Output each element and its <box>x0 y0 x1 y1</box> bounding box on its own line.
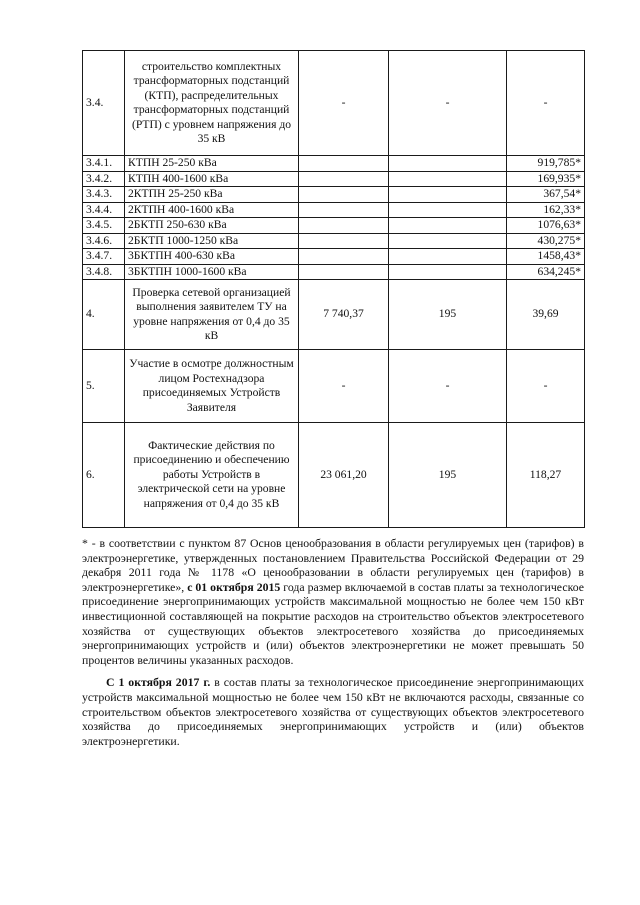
tariff-table <box>82 50 585 528</box>
row-name: 3БКТПН 400-630 кВа <box>125 249 299 265</box>
row-value-a <box>299 249 389 265</box>
row-value-b: 195 <box>389 423 507 528</box>
row-value-c: 39,69 <box>507 280 585 350</box>
row-number: 3.4.7. <box>83 249 125 265</box>
row-value-b <box>389 264 507 280</box>
row-value-a: 7 740,37 <box>299 280 389 350</box>
row-value-c: 367,54* <box>507 187 585 203</box>
row-value-c: 162,33* <box>507 202 585 218</box>
row-value-c: 634,245* <box>507 264 585 280</box>
row-value-c: 169,935* <box>507 171 585 187</box>
footnotes <box>82 536 584 748</box>
row-value-a: - <box>299 51 389 156</box>
row-value-c: 1076,63* <box>507 218 585 234</box>
row-name: КТПН 25-250 кВа <box>125 156 299 172</box>
footnote-date: с 01 октября 2015 <box>187 579 281 594</box>
row-name: Проверка сетевой организацией выполнения заявителем ТУ на уровне напряжения от 0,4 до 35 кВ <box>125 280 299 350</box>
row-value-c: 118,27 <box>507 423 585 528</box>
row-value-a: 23 061,20 <box>299 423 389 528</box>
row-number: 5. <box>83 350 125 423</box>
row-value-a <box>299 264 389 280</box>
row-value-a <box>299 171 389 187</box>
note-text: в состав платы за технологическое присоединение энергопринимающих устройств максимальной мощностью не более чем 150 кВт не включаются расходы, связанные со строительством объектов электросетевого хозяйства от существующих объектов электросетевого хозяйства до присоединяемых энергопринимающих устройств и (или) объектов электроэнергетики. <box>82 675 584 748</box>
table-row <box>83 233 585 249</box>
row-value-b: 195 <box>389 280 507 350</box>
table-row <box>83 156 585 172</box>
row-value-c: - <box>507 51 585 156</box>
row-name: 2КТПН 25-250 кВа <box>125 187 299 203</box>
row-name: Участие в осмотре должностным лицом Ростехнадзора присоединяемых Устройств Заявителя <box>125 350 299 423</box>
row-number: 3.4.8. <box>83 264 125 280</box>
row-value-a <box>299 233 389 249</box>
row-value-b <box>389 233 507 249</box>
row-number: 3.4.4. <box>83 202 125 218</box>
note-paragraph <box>82 675 584 748</box>
row-number: 3.4.3. <box>83 187 125 203</box>
row-name: 3БКТПН 1000-1600 кВа <box>125 264 299 280</box>
row-name: строительство комплектных трансформаторных подстанций (КТП), распределительных трансформаторных подстанций (РТП) с уровнем напряжения до 35 кВ <box>125 51 299 156</box>
table-row <box>83 51 585 156</box>
row-value-b <box>389 218 507 234</box>
row-number: 3.4.2. <box>83 171 125 187</box>
table-row <box>83 350 585 423</box>
note-date: С 1 октября 2017 г. <box>106 675 211 690</box>
row-value-a <box>299 187 389 203</box>
table-row <box>83 280 585 350</box>
row-name: 2БКТП 250-630 кВа <box>125 218 299 234</box>
row-value-b <box>389 187 507 203</box>
row-number: 3.4.1. <box>83 156 125 172</box>
row-value-a <box>299 156 389 172</box>
row-value-a <box>299 218 389 234</box>
table-row <box>83 264 585 280</box>
row-name: 2БКТП 1000-1250 кВа <box>125 233 299 249</box>
row-number: 6. <box>83 423 125 528</box>
row-value-c: 430,275* <box>507 233 585 249</box>
row-name: КТПН 400-1600 кВа <box>125 171 299 187</box>
table-row <box>83 171 585 187</box>
footnote-text-cont: года размер включаемой в состав платы за технологическое присоединение энергопринимающих устройств максимальной мощностью не более чем 150 кВт инвестиционной составляющей на покрытие расходов на строительство объектов электросетевого хозяйства от существующих объектов электросетевого хозяйства до присоединяемых энергопринимающих устройств и (или) объектов электроэнергетики не может превышать 50 процентов величины указанных расходов. <box>82 579 584 667</box>
row-value-b: - <box>389 350 507 423</box>
row-name: Фактические действия по присоединению и обеспечению работы Устройств в электрической сети на уровне напряжения от 0,4 до 35 кВ <box>125 423 299 528</box>
footnote-paragraph <box>82 536 584 667</box>
row-value-c: 1458,43* <box>507 249 585 265</box>
row-value-a <box>299 202 389 218</box>
row-number: 4. <box>83 280 125 350</box>
row-value-c: 919,785* <box>507 156 585 172</box>
row-value-b <box>389 249 507 265</box>
row-name: 2КТПН 400-1600 кВа <box>125 202 299 218</box>
row-value-a: - <box>299 350 389 423</box>
table-row <box>83 218 585 234</box>
row-value-b <box>389 202 507 218</box>
row-number: 3.4.5. <box>83 218 125 234</box>
row-value-b: - <box>389 51 507 156</box>
row-value-b <box>389 156 507 172</box>
row-value-c: - <box>507 350 585 423</box>
footnote-text: * - в соответствии с пунктом 87 Основ ценообразования в области регулируемых цен (тарифов) в электроэнергетике, утвержденных постановлением Правительства Российской Федерации от 29 декабря 2011 года № 1178 «О ценообразовании в области регулируемых цен (тарифов) в электроэнергетике», <box>82 536 584 594</box>
table-row <box>83 423 585 528</box>
table-row <box>83 202 585 218</box>
row-number: 3.4. <box>83 51 125 156</box>
table-row <box>83 249 585 265</box>
row-value-b <box>389 171 507 187</box>
table-row <box>83 187 585 203</box>
row-number: 3.4.6. <box>83 233 125 249</box>
